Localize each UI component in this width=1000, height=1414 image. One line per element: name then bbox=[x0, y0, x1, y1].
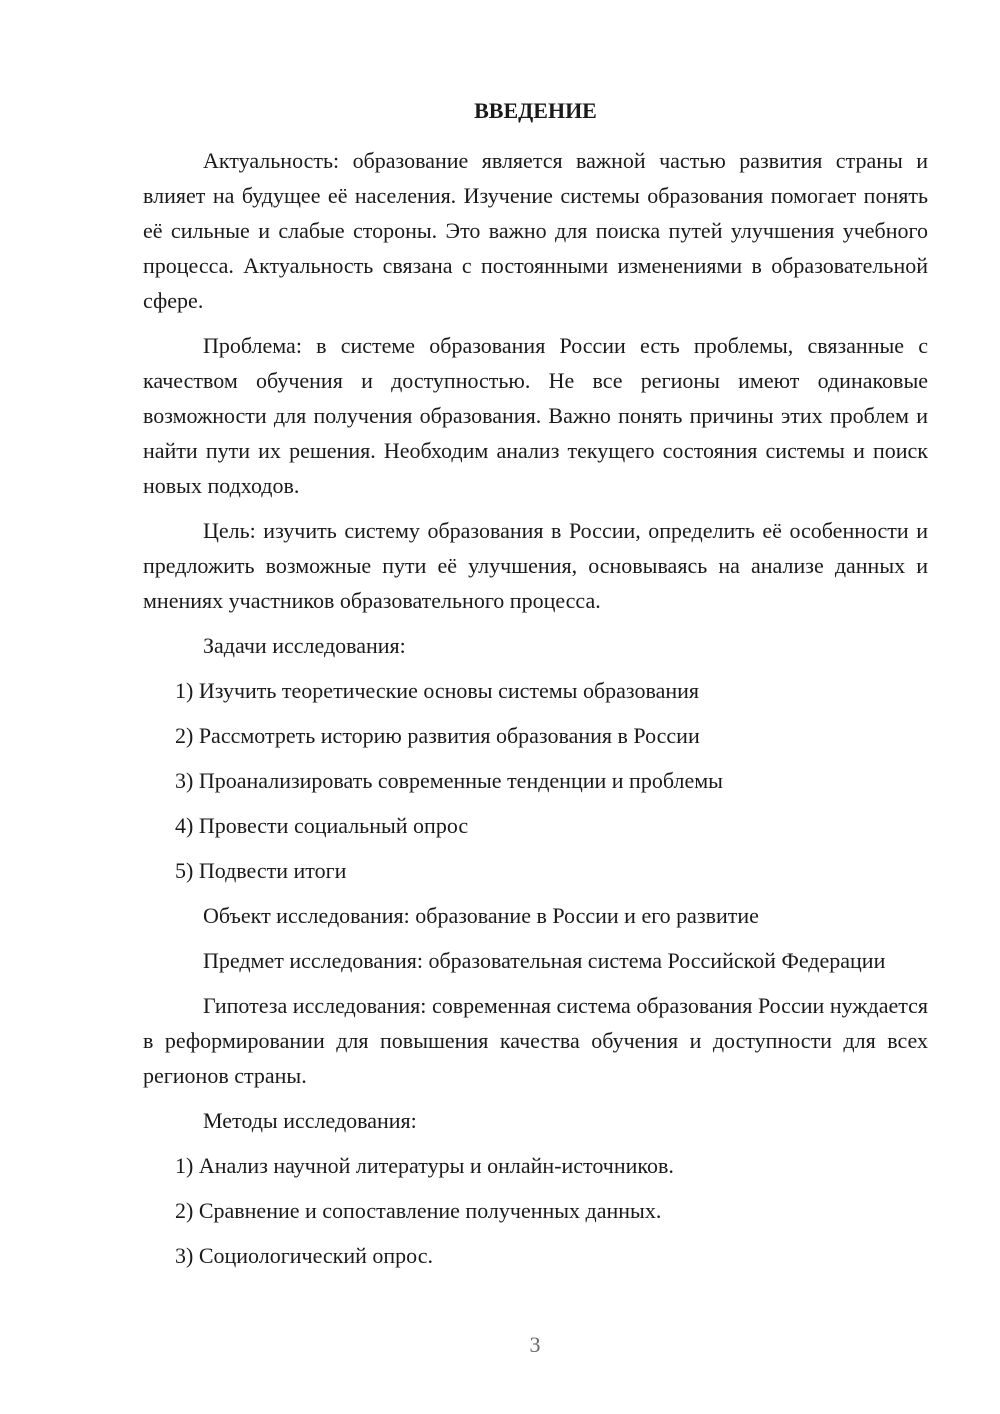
methods-heading: Методы исследования: bbox=[203, 1108, 417, 1133]
list-item: 1) Изучить теоретические основы системы образования bbox=[175, 678, 700, 703]
page-number: 3 bbox=[529, 1332, 541, 1357]
list-item: 2) Сравнение и сопоставление полученных данных. bbox=[175, 1198, 662, 1223]
methods-list bbox=[143, 1148, 928, 1273]
list-item: 1) Анализ научной литературы и онлайн-источников. bbox=[175, 1153, 674, 1178]
tasks-list bbox=[143, 673, 928, 888]
list-item: 3) Проанализировать современные тенденции и проблемы bbox=[175, 768, 723, 793]
list-item: 5) Подвести итоги bbox=[175, 858, 347, 883]
goal-paragraph: Цель: изучить систему образования в России, определить её особенности и предложить возможные пути её улучшения, основываясь на анализе данных и мнениях участников образовательного процесса. bbox=[143, 518, 928, 613]
tasks-heading: Задачи исследования: bbox=[203, 633, 406, 658]
subject-paragraph: Предмет исследования: образовательная система Российской Федерации bbox=[203, 948, 886, 973]
relevance-paragraph: Актуальность: образование является важной частью развития страны и влияет на будущее её населения. Изучение системы образования помогает понять её сильные и слабые стороны. Это важно для поиска путей улучшения учебного процесса. Актуальность связана с постоянными изменениями в образовательной сфере. bbox=[143, 148, 928, 313]
page-title: ВВЕДЕНИЕ bbox=[474, 98, 597, 123]
list-item: 4) Провести социальный опрос bbox=[175, 813, 469, 838]
problem-paragraph: Проблема: в системе образования России есть проблемы, связанные с качеством обучения и доступностью. Не все регионы имеют одинаковые возможности для получения образования. Важно понять причины этих проблем и найти пути их решения. Необходим анализ текущего состояния системы и поиск новых подходов. bbox=[143, 333, 928, 498]
hypothesis-paragraph: Гипотеза исследования: современная система образования России нуждается в реформировании для повышения качества обучения и доступности для всех регионов страны. bbox=[143, 993, 928, 1088]
document-page bbox=[143, 96, 928, 1283]
object-line: Объект исследования: образование в России и его развитие bbox=[203, 903, 759, 928]
list-item: 2) Рассмотреть историю развития образования в России bbox=[175, 723, 700, 748]
list-item: 3) Социологический опрос. bbox=[175, 1243, 433, 1268]
